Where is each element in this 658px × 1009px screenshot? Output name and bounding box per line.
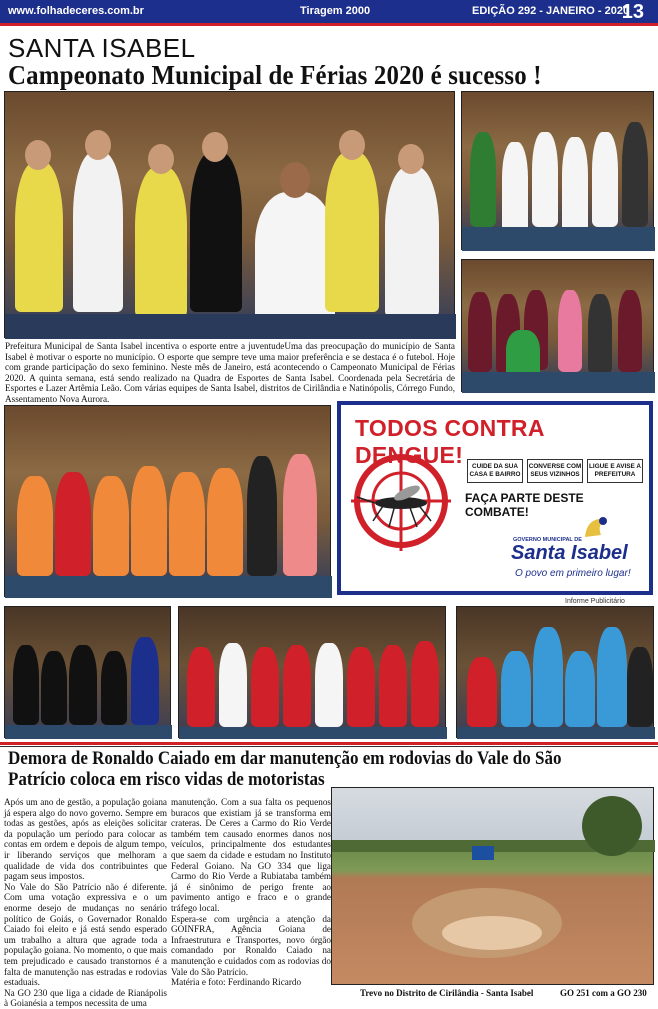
article-2-column-1 [4,797,167,1009]
informe-publicitario: Informe Publicitário [565,598,625,605]
article-1-caption: Prefeitura Municipal de Santa Isabel incentiva o esporte entre a juventudeUma das preocupação do município de Santa Isabel è motivar o esporte no município. O esporte que sempre teve uma maior preferência e se destaca é o futebol. Hoje com grande participação do sexo feminino. Neste mês de Janeiro, está acontecendo o Campeonato Municipal de Férias 2020. A quinta semana, está sendo realizado na Quadra de Esportes de Santa Isabel. Coordenada pela Secretária de Esportes e Lazer Artêmia Leão. Com várias equipes de Santa Isabel, distritos de Cirilândia e Natinópolis, Córrego Fundo, Assentamento Nova Aurora. [5,341,455,404]
team-photo-orange [4,405,331,597]
ad-pill-2: CONVERSE COM SEUS VIZINHOS [527,459,583,483]
paragraph: Na GO 230 que liga a cidade de Rianápolis à Goianésia a tempos necessita de uma [4,987,167,1009]
top-red-line [0,23,658,26]
team-photo-red [178,606,446,738]
gov-slogan: O povo em primeiro lugar! [515,568,631,579]
team-photo-black [4,606,171,738]
ad-title: TODOS CONTRA DENGUE! [355,415,544,468]
prefeitura-logo-icon [581,513,615,541]
section-title: SANTA ISABEL [8,33,196,63]
team-photo-women [4,91,455,338]
paragraph: No Vale do São Patrício não é diferente. Com uma votação expressiva e o um enorme desejo de mudanças no senário político de Goiás, o Governador Ronaldo Caiado foi eleito e já está sendo esperado um trabalho a altura que agrade toda a população goiana. No momento, o que mais tem prejudicado e causado transtornos é a falta de manutenção nas estradas e rodovias estaduais. [4,881,167,988]
dengue-ad [337,401,653,595]
top-bar [0,0,658,26]
paragraph: Espera-se com urgência a atenção da GOINFRA, Agência Goiana de Infraestrutura e Transportes, novo órgão comandado por Ronaldo Caiado na manutenção e cuidados com as rodovias do Vale do São Patrício. [171,913,331,977]
mosquito-target-icon [351,451,451,551]
paragraph: manutenção. Com a sua falta os pequenos buracos que existiam já se transforma em crateras. De Ceres a Carmo do Rio Verde também tem causado enormes danos nos veículos, principalmente dos estudantes que saem da cidade e estudam no Instituto Federal Goiano. Na GO 334 que liga Carmo do Rio Verde a Rubiataba também já é sinônimo de perigo frente ao pavimento antigo e fraco e o grande tráfego local. [171,797,331,913]
page-number: 13 [621,1,644,23]
ad-pill-1: CUIDE DA SUA CASA E BAIRRO [467,459,523,483]
road-photo [331,787,654,985]
paragraph: Após um ano de gestão, a população goiana já espera algo do novo governo. Sempre em todas as gestões, após as eleições solicitar da população um período para colocar as contas em ordem e depois de algum tempo, ir liberando serviços que melhoram a qualidade de vida dos contribuintes que pagam seus impostos. [4,797,167,882]
divider-red [0,742,658,745]
tiragem: Tiragem 2000 [300,5,371,17]
ad-slogan: FAÇA PARTE DESTE COMBATE! [465,491,584,519]
article-2-column-2 [171,797,331,988]
gov-name: Santa Isabel [511,542,628,564]
gov-label: GOVERNO MUNICIPAL DE [513,537,582,543]
photo-caption-2: GO 251 com a GO 230 [560,988,647,998]
team-photo-blue [456,606,654,738]
site-url: www.folhadeceres.com.br [8,5,144,17]
team-photo-men-maroon [461,259,654,392]
headline-2: Demora de Ronaldo Caiado em dar manutenção em rodovias do Vale do São Patrício coloca em risco vidas de motoristas [8,749,562,790]
photo-caption: Trevo no Distrito de Cirilândia - Santa Isabel [360,988,534,998]
team-photo-women-2 [461,91,654,250]
edition: EDIÇÃO 292 - JANEIRO - 2020 [472,5,630,17]
headline-1: Campeonato Municipal de Férias 2020 é sucesso ! [8,60,542,90]
paragraph: Matéria e foto: Ferdinando Ricardo [171,977,302,988]
ad-pill-3: LIGUE E AVISE A PREFEITURA [587,459,643,483]
divider-black [0,746,658,747]
